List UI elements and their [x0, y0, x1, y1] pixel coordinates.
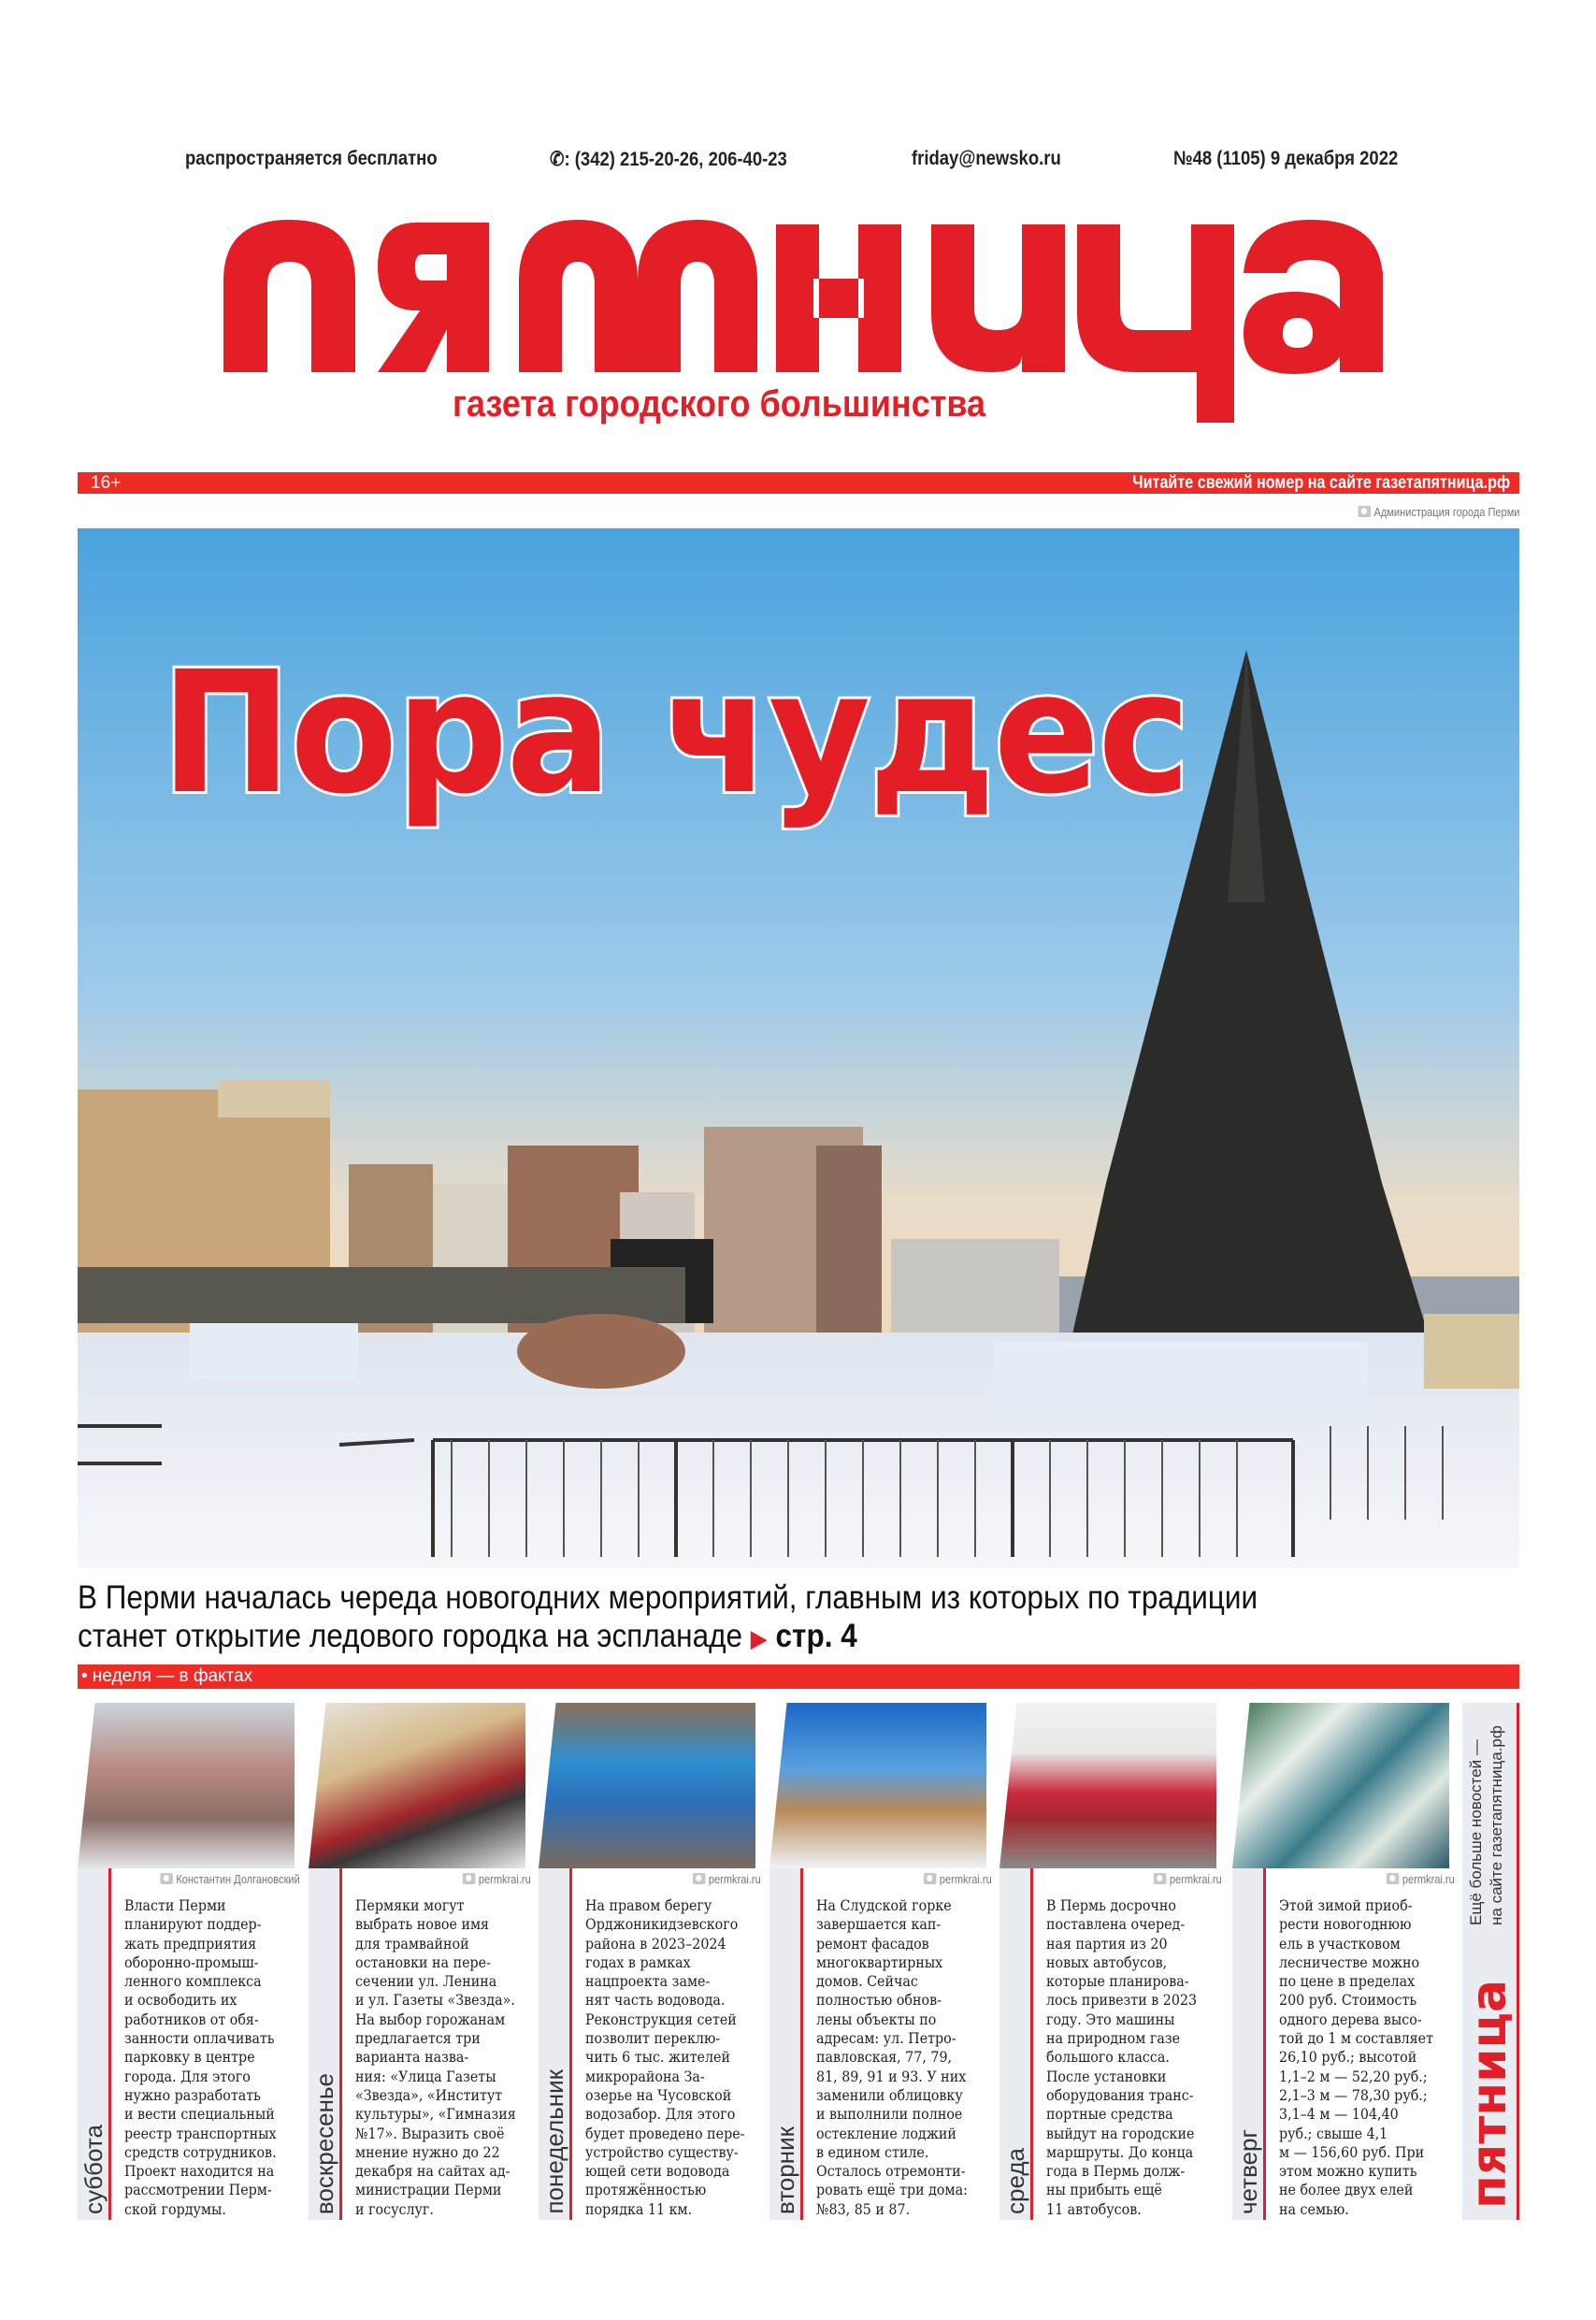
- page-reference[interactable]: стр. 4: [775, 1618, 857, 1654]
- news-column-4: [999, 1868, 1229, 2220]
- phone-number: ✆: (342) 215-20-26, 206-40-23: [550, 149, 787, 170]
- more-news-strip: [1462, 1703, 1519, 2220]
- day-strip: [769, 1868, 803, 2220]
- photo-credit: [161, 1872, 300, 1886]
- day-label: воскресенье: [310, 2072, 338, 2214]
- top-banner: [78, 472, 1519, 494]
- news-column-3: [769, 1868, 999, 2220]
- day-label: понедельник: [540, 2069, 568, 2214]
- caption-line-1: В Перми началась череда новогодних мероприятий, главным из которых по традиции: [78, 1579, 1258, 1616]
- day-label: суббота: [79, 2124, 108, 2214]
- news-text: Власти Перми планируют поддер- жать предприятия оборонно-промыш- ленного комплекса и освободить их работников от обя- занности оплачивать парковку в центре города. Для этого нужно разработать и вести специальный реестр транспортных средств сотрудников. Проект находится на рассмотрении Перм- ской гордумы.: [124, 1897, 277, 2218]
- photo-credit: [1387, 1872, 1455, 1886]
- credit-text: permkrai.ru: [709, 1872, 761, 1886]
- day-strip: [309, 1868, 342, 2220]
- news-text: На Слудской горке завершается кап- ремонт фасадов многоквартирных домов. Сейчас полностью обнов- лены объекты по адресам: ул. Петро- павловская, 77, 79, 81, 89, 91 и 93. У них заменили облицовку и выполнили полное остекление лоджий в едином стиле. Осталось отремонти- ровать ещё три дома: №83, 85 и 87.: [816, 1897, 968, 2218]
- credit-text: Администрация города Перми: [1373, 505, 1519, 519]
- day-label: вторник: [771, 2125, 799, 2214]
- day-label: среда: [1001, 2148, 1029, 2214]
- credit-text: permkrai.ru: [1402, 1872, 1455, 1886]
- credit-text: Константин Долгановский: [176, 1872, 300, 1886]
- news-text: На правом берегу Орджоникидзевского района в 2023–2024 годах в рамках нацпроекта заме- нят часть водовода. Реконструкция сетей позволит переклю- чить 6 тыс. жителей микрорайона За- озерье на Чусовской водозабор. Для этого будет проведено пере- устройство существу- ющей сети водовода протяжённостью порядка 11 км.: [585, 1897, 745, 2218]
- credit-text: permkrai.ru: [940, 1872, 992, 1886]
- camera-icon: [1154, 1873, 1167, 1884]
- camera-icon: [463, 1873, 476, 1884]
- arrow-right-icon: ▶: [750, 1624, 768, 1652]
- news-column-0: [78, 1868, 308, 2220]
- thumb-parking: [78, 1703, 295, 1868]
- thumb-buses: [999, 1703, 1216, 1868]
- tagline: газета городского большинства: [453, 383, 986, 425]
- news-text: Этой зимой приоб- рести новогоднюю ель в участковом лесничестве можно по цене в пределах 200 руб. Стоимость одного дерева высо- той до 1 м составляет 26,10 руб.; высотой 1,1–2 м — 52,20 руб.; 2,1–3 м — 78,30 руб.; 3,1–4 м — 104,40 руб.; свыше 4,1 м — 156,60 руб. При этом можно купить не более двух елей на семью.: [1279, 1897, 1434, 2218]
- main-headline: Пора чудес: [161, 636, 1189, 831]
- email[interactable]: friday@newsko.ru: [912, 148, 1061, 169]
- main-caption: [78, 1578, 1258, 1658]
- photo-credit: [693, 1872, 761, 1886]
- day-strip: [1232, 1868, 1266, 2220]
- day-strip: [78, 1868, 111, 2220]
- camera-icon: [924, 1873, 937, 1884]
- camera-icon: [1387, 1873, 1400, 1884]
- camera-icon: [693, 1873, 706, 1884]
- photo-credit: [463, 1872, 531, 1886]
- more-news-text[interactable]: Ещё больше новостей — на сайте газетапятница.рф: [1467, 1725, 1505, 1925]
- news-column-5: [1232, 1868, 1462, 2220]
- credit-text: permkrai.ru: [479, 1872, 531, 1886]
- masthead-logo: [0, 0, 1596, 440]
- week-section-bar: • неделя — в фактах: [78, 1664, 1519, 1689]
- photo-credit: [924, 1872, 992, 1886]
- credit-text: permkrai.ru: [1170, 1872, 1222, 1886]
- distribution-note: распространяется бесплатно: [185, 148, 438, 169]
- side-logo: [1461, 1977, 1517, 2211]
- thumb-facades: [769, 1703, 986, 1868]
- thumb-fir-tree: [1232, 1703, 1449, 1868]
- side-logo-text: пятница: [1461, 1979, 1517, 2209]
- thumb-water-pipes: [539, 1703, 755, 1868]
- photo-credit: [1154, 1872, 1222, 1886]
- thumb-tram: [309, 1703, 525, 1868]
- camera-icon: [1358, 506, 1371, 517]
- day-strip: [999, 1868, 1033, 2220]
- site-promo[interactable]: Читайте свежий номер на сайте газетапятница.рф: [1132, 473, 1510, 493]
- news-text: В Пермь досрочно поставлена очеред- ная партия из 20 новых автобусов, которые планирова- лось привезти в 2023 году. Это машины на природном газе большого класса. После установки оборудования транс- портные средства выйдут на городские маршруты. До конца года в Пермь долж- ны прибыть ещё 11 автобусов.: [1046, 1897, 1198, 2218]
- main-photo-credit: [1358, 505, 1519, 519]
- news-text: Пермяки могут выбрать новое имя для трамвайной остановки на пере- сечении ул. Ленина и ул. Газеты «Звезда». На выбор горожанам предлагается три варианта назва- ния: «Улица Газеты «Звезда», «Институт культуры», «Гимназия №17». Выразить своё мнение нужно до 22 декабря на сайтах ад- министрации Перми и госуслуг.: [355, 1897, 516, 2218]
- age-rating: 16+: [91, 473, 122, 493]
- news-column-2: [539, 1868, 769, 2220]
- day-strip: [539, 1868, 572, 2220]
- camera-icon: [161, 1873, 174, 1884]
- day-label: четверг: [1234, 2129, 1262, 2214]
- caption-line-2: станет открытие ледового городка на эспланаде: [78, 1618, 742, 1654]
- news-column-1: [309, 1868, 539, 2220]
- issue-info: №48 (1105) 9 декабря 2022: [1173, 148, 1399, 169]
